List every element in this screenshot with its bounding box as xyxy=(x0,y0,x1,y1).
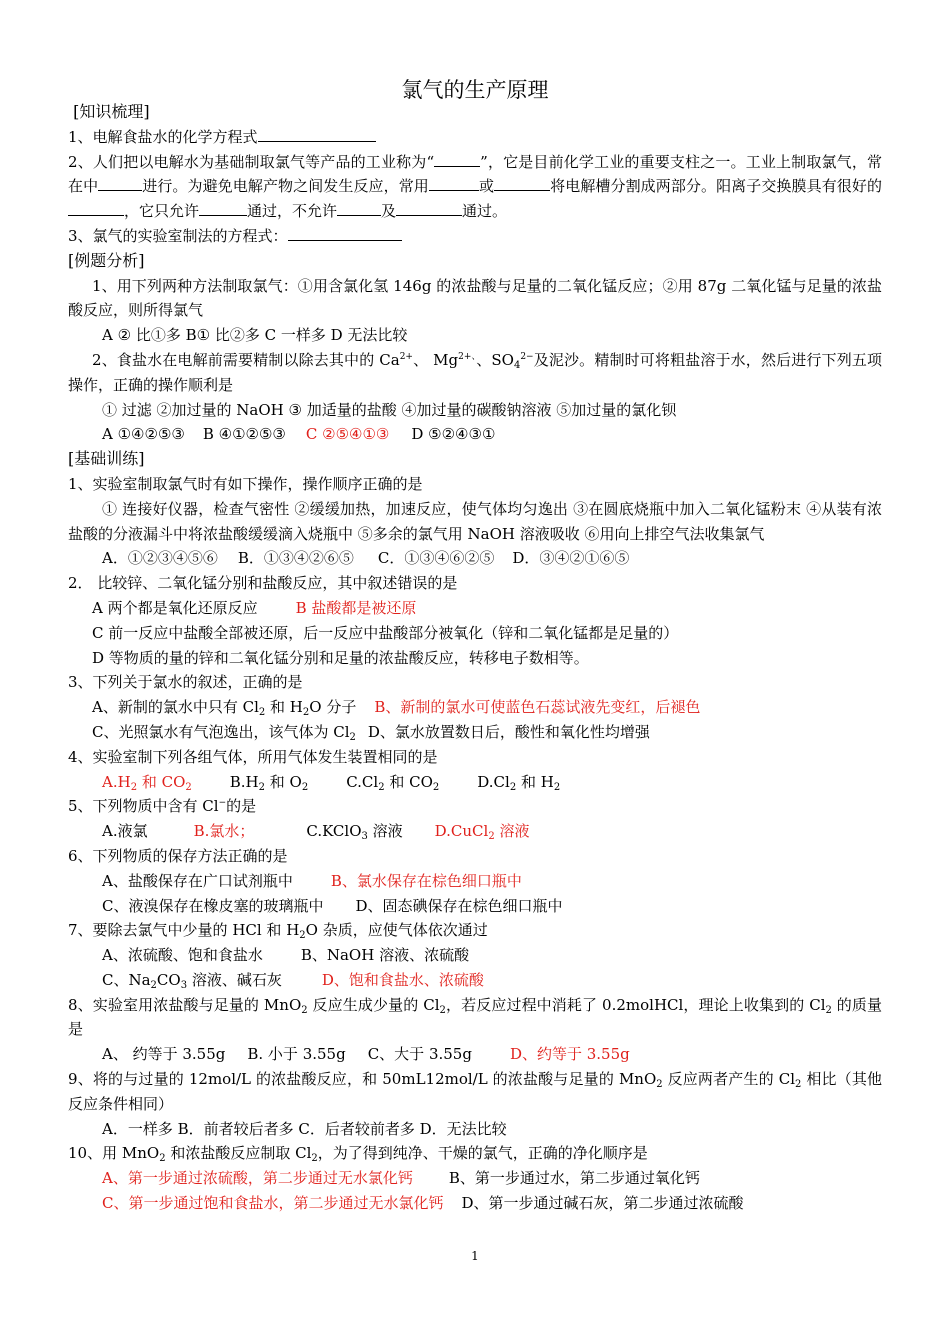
question-10-options-cd: C、第一步通过饱和食盐水，第二步通过无水氯化钙 D、第一步通过碱石灰，第二步通过浓硫酸 xyxy=(102,1194,744,1213)
answer-blank xyxy=(434,151,480,167)
question-2-option-c: C 前一反应中盐酸全部被还原，后一反应中盐酸部分被氧化（锌和二氧化锰都是足量的） xyxy=(92,623,679,642)
question-8: 8、实验室用浓盐酸与足量的 MnO$_2$ 反应生成少量的 $Cl_2$，若反应过程中消耗了 0.2molHCl，理论上收集到的 $Cl_2$ 的质量是 xyxy=(68,995,882,1039)
answer-blank xyxy=(258,126,376,142)
question-9: 9、将的与过量的 12mol/L 的浓盐酸反应，和 50mL12mol/L 的浓盐酸与足量的 MnO$_2$ 反应两者产生的 $Cl_2$ 相比（其他反应条件相同） xyxy=(68,1070,883,1113)
question-6-options-cd: C、液溴保存在橡皮塞的玻璃瓶中 D、固态碘保存在棕色细口瓶中 xyxy=(102,896,563,915)
answer-blank xyxy=(98,175,142,191)
answer-blank xyxy=(396,200,462,216)
question-1-options: A．①②③④⑤⑥ B．①③④②⑥⑤ C．①③④⑥②⑤ D．③④②①⑥⑤ xyxy=(102,549,630,568)
question-6-options-ab: A、盐酸保存在广口试剂瓶中 B、氯水保存在棕色细口瓶中 xyxy=(102,871,522,890)
question-3-options-ab: A、新制的氯水中只有 $Cl_2$ 和 $H_2O$ 分子 B、新制的氯水可使蓝色石蕊试液先变红，后褪色 xyxy=(92,698,701,719)
answer-blank xyxy=(337,200,381,216)
question-6: 6、下列物质的保存方法正确的是 xyxy=(68,846,288,865)
knowledge-item-1: 1、电解食盐水的化学方程式 xyxy=(68,125,882,150)
example-1-question: 1、用下列两种方法制取氯气：①用含氯化氢 146g 的浓盐酸与足量的二氧化锰反应；②用 87g 二氧化锰与足量的浓盐酸反应，则所得氯气 xyxy=(68,276,882,320)
correct-answer: B 盐酸都是被还原 xyxy=(295,598,417,617)
question-7: 7、要除去氯气中少量的 HCl 和 $H_2O$ 杂质，应使气体依次通过 xyxy=(68,921,488,942)
answer-blank xyxy=(429,175,479,191)
correct-answer: B、新制的氯水可使蓝色石蕊试液先变红，后褪色 xyxy=(374,698,701,717)
question-4: 4、实验室制下列各组气体，所用气体发生装置相同的是 xyxy=(68,747,438,766)
question-3: 3、下列关于氯水的叙述，正确的是 xyxy=(68,673,303,692)
correct-answer: C、第一步通过饱和食盐水，第二步通过无水氯化钙 xyxy=(102,1194,444,1213)
question-2: 2． 比较锌、二氧化锰分别和盐酸反应，其中叙述错误的是 xyxy=(68,574,458,593)
correct-answer: D.CuCl$_2$ 溶液 xyxy=(434,822,530,843)
question-7-options-ab: A、浓硫酸、饱和食盐水 B、NaOH 溶液、浓硫酸 xyxy=(102,946,470,965)
example-2-question: 2、食盐水在电解前需要精制以除去其中的 $Ca^{2+}$、 $Mg^{2+、}$、$SO_4^{2-}$及泥沙。精制时可将粗盐溶于水，然后进行下列五项操作，正确的操作顺利是 xyxy=(68,350,882,394)
question-8-options: A、 约等于 3.55g B. 小于 3.55g C、大于 3.55g D、约等于 3.55g xyxy=(102,1045,630,1064)
correct-answer: D、饱和食盐水、浓硫酸 xyxy=(321,970,484,989)
section-heading-training: [基础训练] xyxy=(68,449,145,469)
question-2-option-d: D 等物质的量的锌和二氧化锰分别和足量的浓盐酸反应，转移电子数相等。 xyxy=(92,648,589,667)
example-1-options: A ② 比①多 B① 比②多 C 一样多 D 无法比较 xyxy=(102,326,408,345)
question-5-options: A.液氯 B.氯水； C.KClO$_3$ 溶液 D.CuCl$_2$ 溶液 xyxy=(102,822,530,843)
correct-answer: $A.H_2$ 和 $CO_2$ xyxy=(102,772,192,793)
document-body xyxy=(68,100,882,1216)
knowledge-item-3: 3、氯气的实验室制法的方程式： xyxy=(68,224,882,249)
question-2-options-ab: A 两个都是氧化还原反应 B 盐酸都是被还原 xyxy=(92,598,417,617)
question-3-options-cd: C、光照氯水有气泡逸出，该气体为 $Cl_2$ D、氯水放置数日后，酸性和氧化性均增强 xyxy=(92,722,650,743)
section-heading-knowledge: [知识梳理] xyxy=(73,102,150,121)
section-heading-examples: [例题分析] xyxy=(68,250,145,270)
question-9-options: A．一样多 B．前者较后者多 C．后者较前者多 D．无法比较 xyxy=(102,1119,507,1138)
page-number: 1 xyxy=(471,1249,479,1263)
answer-blank xyxy=(494,175,550,191)
question-4-options: $A.H_2$ 和 $CO_2$ $B.H_2$ 和 $O_2$ $C.Cl_2$ 和 $CO_2$ $D.Cl_2$ 和 $H_2$ xyxy=(102,772,561,793)
question-7-options-cd: C、$Na_2CO_3$ 溶液、碱石灰 D、饱和食盐水、浓硫酸 xyxy=(102,970,484,991)
correct-answer: B、氯水保存在棕色细口瓶中 xyxy=(330,871,522,890)
question-1-steps: ① 连接好仪器，检查气密性 ②缓缓加热，加速反应，使气体均匀逸出 ③在圆底烧瓶中加入二氧化锰粉末 ④从装有浓盐酸的分液漏斗中将浓盐酸缓缓滴入烧瓶中 ⑤多余的氯气用 NaOH 溶液吸收 ⑥用向上排空气法收集氯气 xyxy=(68,499,882,543)
page-title: 氯气的生产原理 xyxy=(401,78,549,102)
knowledge-item-2: 2、人们把以电解水为基础制取氯气等产品的工业称为“ ”，它是目前化学工业的重要支柱之一。工业上制取氯气，常在中 进行。为避免电解产物之间发生反应，常用 或 将电解槽分割成两部分。阳离子交换膜具有很好的，它只允许 通过，不允许 及 通过。 xyxy=(68,152,882,221)
question-10-options-ab: A、第一步通过浓硫酸，第二步通过无水氯化钙 B、第一步通过水，第二步通过氧化钙 xyxy=(102,1169,700,1188)
example-2-options: A ①④②⑤③ B ④①②⑤③ C ②⑤④①③ D ⑤②④③① xyxy=(102,425,496,444)
question-5: 5、下列物质中含有 Cl−的是 xyxy=(68,797,257,816)
question-10: 10、用 MnO$_2$ 和浓盐酸反应制取 $Cl_2$，为了得到纯净、干燥的氯气，正确的净化顺序是 xyxy=(68,1144,648,1165)
answer-blank xyxy=(68,200,124,216)
correct-answer: C ②⑤④①③ xyxy=(305,425,390,444)
example-2-steps: ① 过滤 ②加过量的 NaOH ③ 加适量的盐酸 ④加过量的碳酸钠溶液 ⑤加过量的氯化钡 xyxy=(102,400,677,419)
answer-blank xyxy=(288,225,402,241)
correct-answer: D、约等于 3.55g xyxy=(509,1045,630,1064)
correct-answer: B.氯水； xyxy=(193,822,255,841)
question-1: 1、实验室制取氯气时有如下操作，操作顺序正确的是 xyxy=(68,474,423,493)
answer-blank xyxy=(199,200,247,216)
